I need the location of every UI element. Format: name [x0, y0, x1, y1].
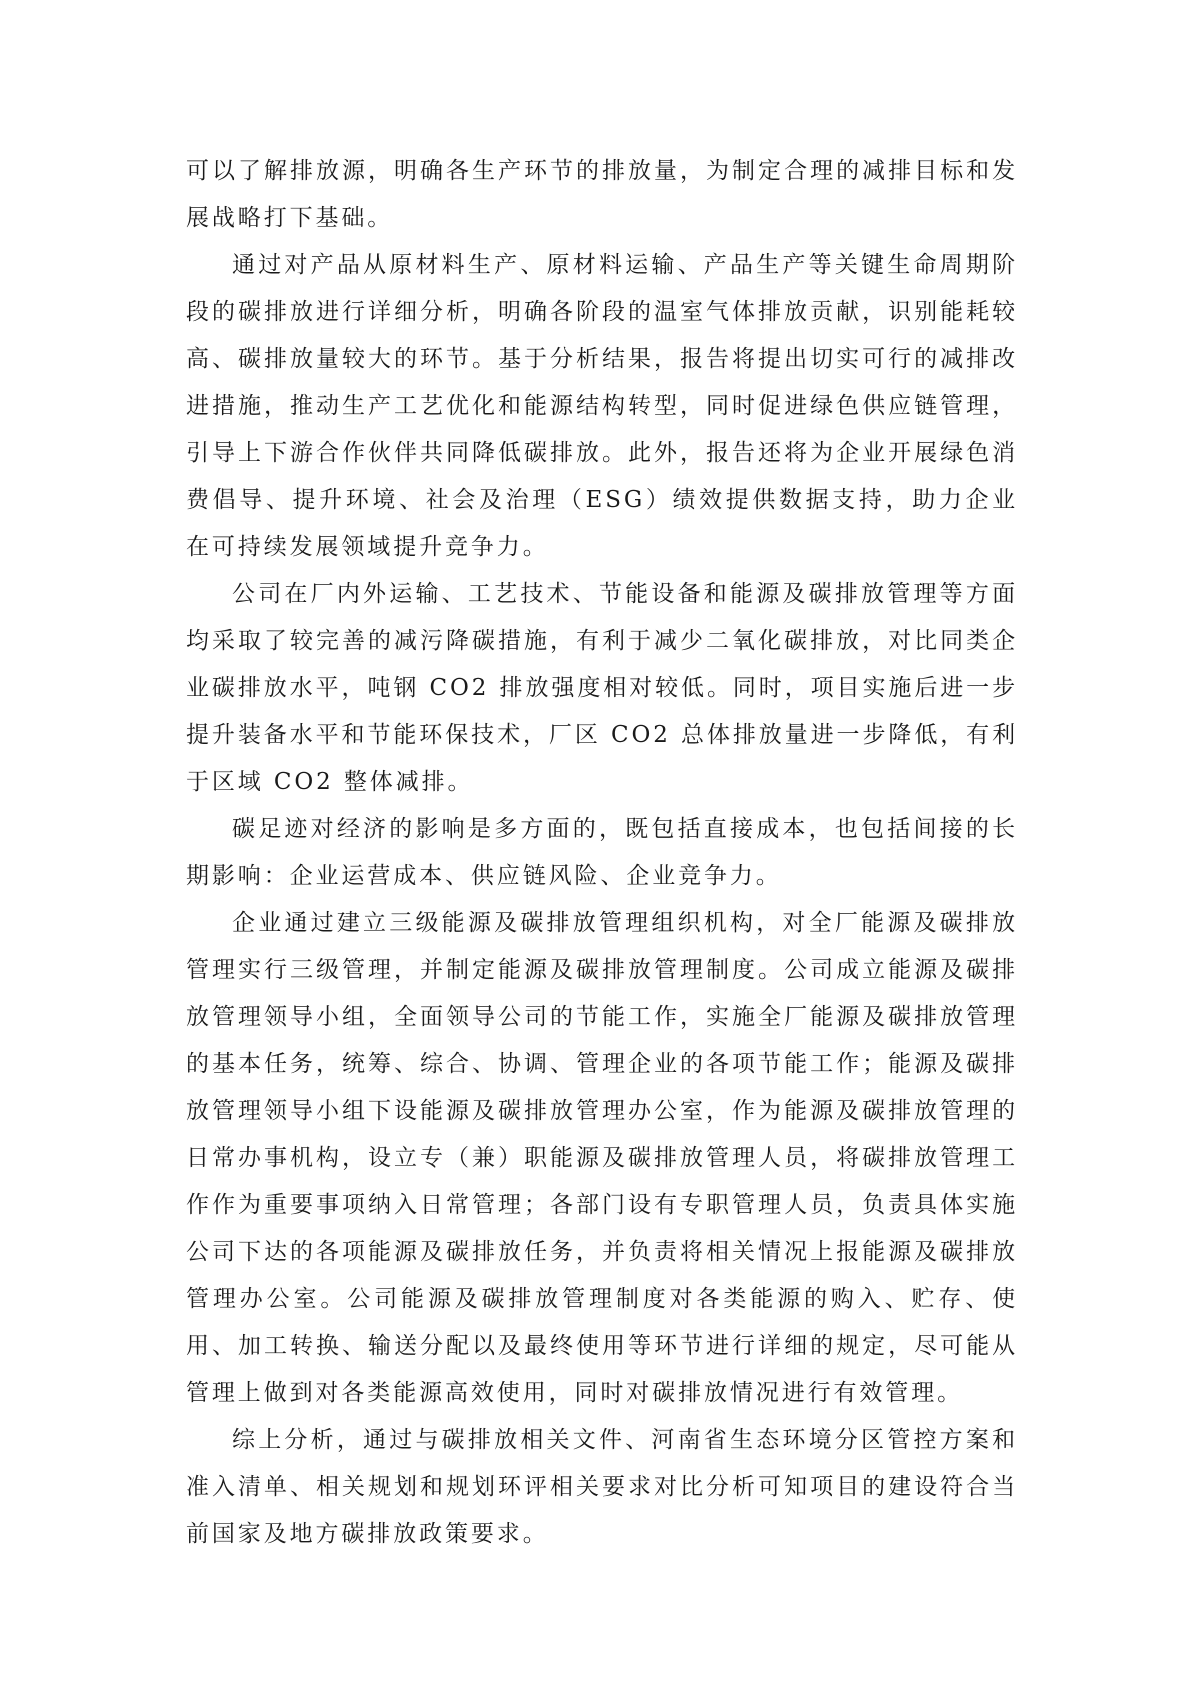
paragraph-management-structure: 企业通过建立三级能源及碳排放管理组织机构，对全厂能源及碳排放管理实行三级管理，并制定能源及碳排放管理制度。公司成立能源及碳排放管理领导小组，全面领导公司的节能工作，实施全厂能源及碳排放管理的基本任务，统筹、综合、协调、管理企业的各项节能工作；能源及碳排放管理领导小组下设能源及碳排放管理办公室，作为能源及碳排放管理的日常办事机构，设立专（兼）职能源及碳排放管理人员，将碳排放管理工作作为重要事项纳入日常管理；各部门设有专职管理人员，负责具体实施公司下达的各项能源及碳排放任务，并负责将相关情况上报能源及碳排放管理办公室。公司能源及碳排放管理制度对各类能源的购入、贮存、使用、加工转换、输送分配以及最终使用等环节进行详细的规定，尽可能从管理上做到对各类能源高效使用，同时对碳排放情况进行有效管理。	[186, 910, 1018, 1406]
paragraph-emission-measures: 公司在厂内外运输、工艺技术、节能设备和能源及碳排放管理等方面均采取了较完善的减污降碳措施，有利于减少二氧化碳排放，对比同类企业碳排放水平，吨钢 CO2 排放强度相对较低。同时，项目实施后进一步提升装备水平和节能环保技术，厂区 CO2 总体排放量进一步降低，有利于区域 CO2 整体减排。	[186, 581, 1018, 795]
paragraph-lifecycle-analysis: 通过对产品从原材料生产、原材料运输、产品生产等关键生命周期阶段的碳排放进行详细分析，明确各阶段的温室气体排放贡献，识别能耗较高、碳排放量较大的环节。基于分析结果，报告将提出切实可行的减排改进措施，推动生产工艺优化和能源结构转型，同时促进绿色供应链管理，引导上下游合作伙伴共同降低碳排放。此外，报告还将为企业开展绿色消费倡导、提升环境、社会及治理（ESG）绩效提供数据支持，助力企业在可持续发展领域提升竞争力。	[186, 252, 1018, 560]
document-body	[186, 148, 1018, 1558]
paragraph-economic-impact: 碳足迹对经济的影响是多方面的，既包括直接成本，也包括间接的长期影响：企业运营成本、供应链风险、企业竞争力。	[186, 816, 1018, 889]
paragraph-continuation: 可以了解排放源，明确各生产环节的排放量，为制定合理的减排目标和发展战略打下基础。	[186, 158, 1018, 231]
paragraph-conclusion: 综上分析，通过与碳排放相关文件、河南省生态环境分区管控方案和准入清单、相关规划和规划环评相关要求对比分析可知项目的建设符合当前国家及地方碳排放政策要求。	[186, 1427, 1018, 1547]
